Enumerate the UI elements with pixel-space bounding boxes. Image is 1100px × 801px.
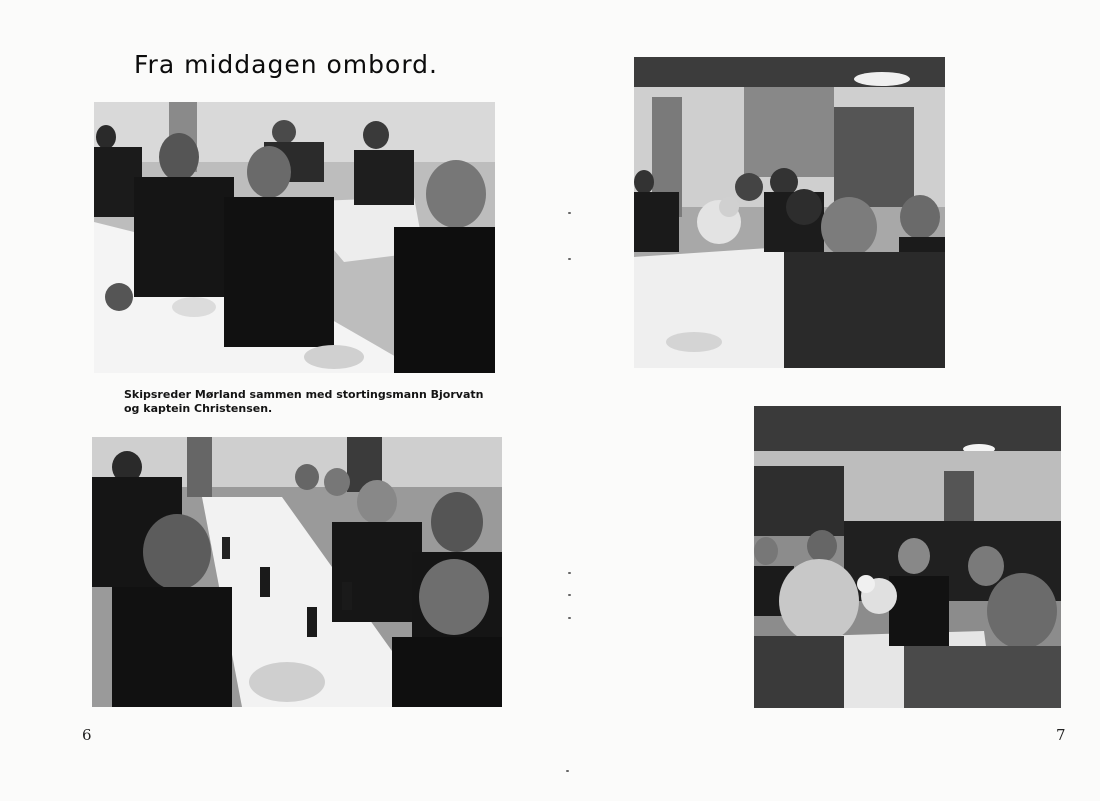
scan-speck [568, 212, 571, 214]
right-page-number: 7 [1056, 726, 1066, 744]
dinner-photo-2 [92, 437, 502, 707]
scan-speck [568, 594, 571, 596]
photo-caption [124, 388, 484, 416]
dinner-photo-1 [94, 102, 495, 373]
dinner-photo-4 [754, 406, 1061, 708]
left-page-number: 6 [82, 726, 92, 744]
scan-speck [566, 770, 569, 772]
caption-line-2: og kaptein Christensen. [124, 402, 273, 415]
scan-speck [568, 572, 571, 574]
scan-speck [568, 258, 571, 260]
caption-line-1: Skipsreder Mørland sammen med stortingsmann Bjorvatn [124, 388, 484, 401]
dinner-photo-3 [634, 57, 945, 368]
page-title: Fra middagen ombord. [134, 50, 438, 79]
scan-speck [568, 617, 571, 619]
